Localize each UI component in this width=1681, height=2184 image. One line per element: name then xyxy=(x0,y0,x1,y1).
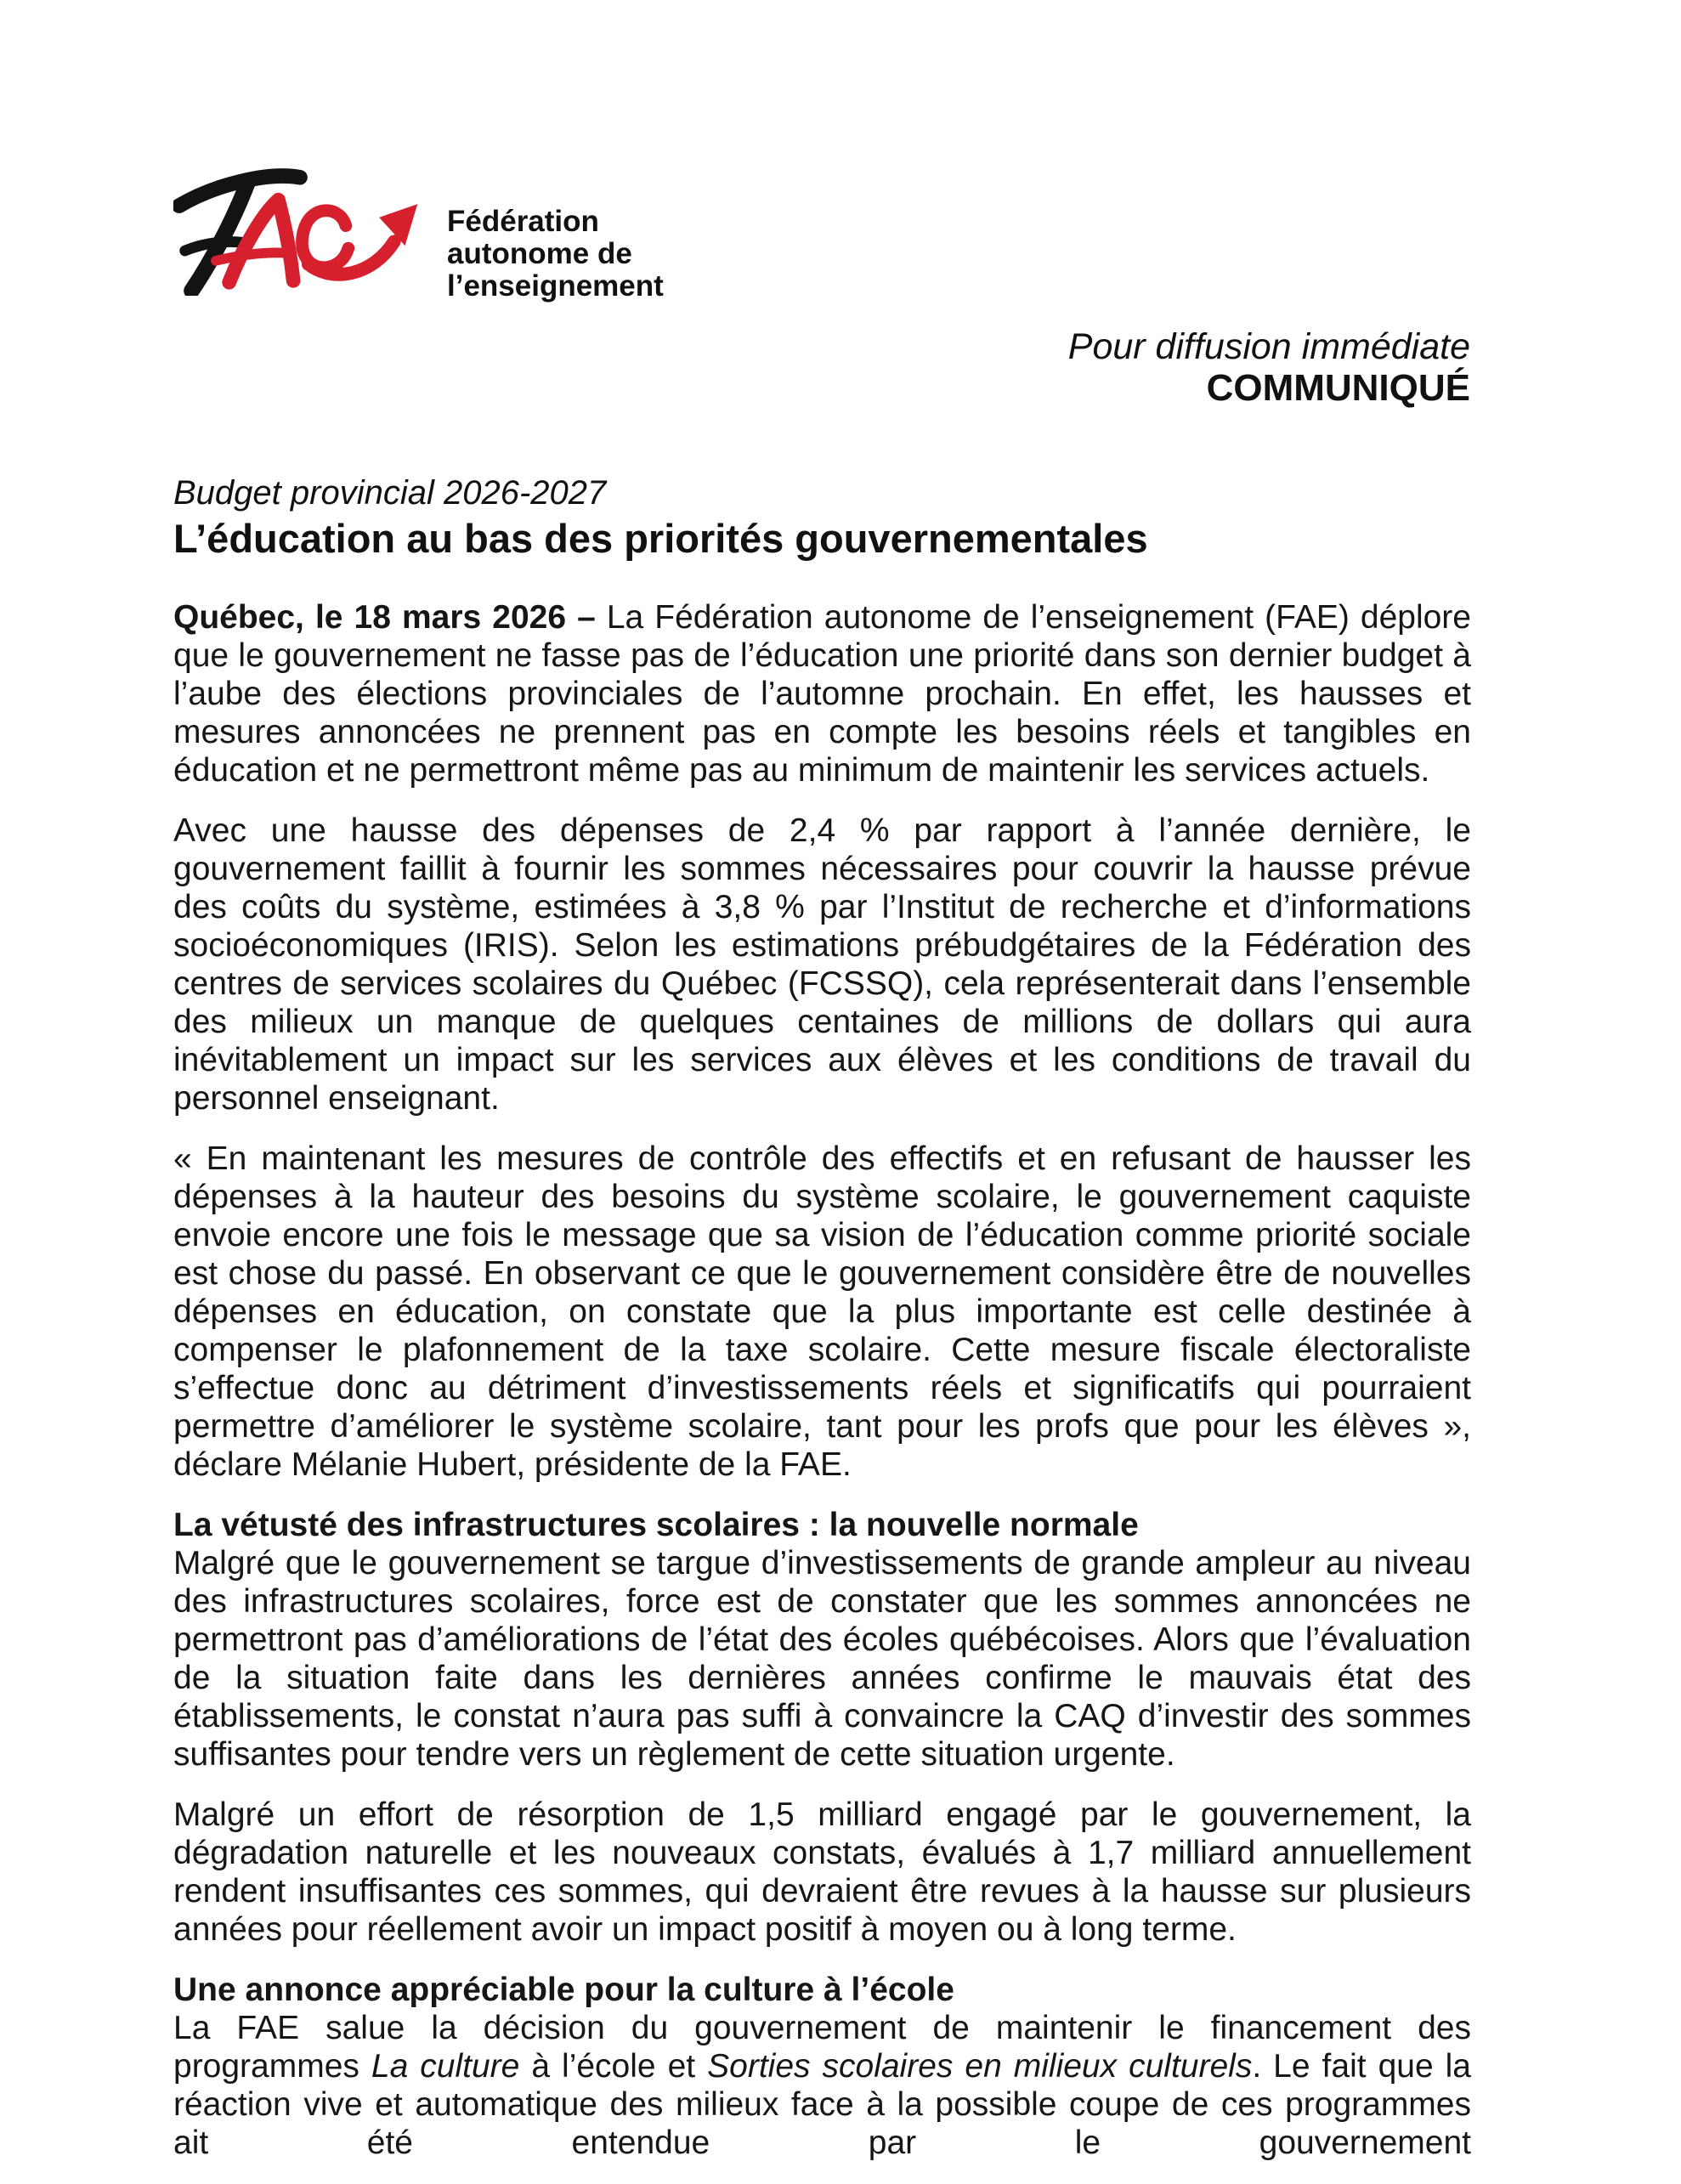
text-segment: La culture xyxy=(371,2048,520,2085)
text-segment: La Fédération autonome de l’enseignement (FAE) déplore que le gouvernement ne fasse pas de l’éducation une priorité dans son dernier budget à l’aube des élections provinciales de l’automne prochain. En effet, les hausses et mesures annoncées ne prennent pas en compte les besoins réels et tangibles en éducation et ne permettront même pas au minimum de maintenir les services actuels. xyxy=(173,599,1471,789)
fae-logo xyxy=(173,167,664,303)
logo-wordmark-line: Fédération xyxy=(447,205,599,238)
release-info xyxy=(1068,326,1470,410)
communique-label: COMMUNIQUÉ xyxy=(1206,367,1470,409)
body-paragraph xyxy=(173,1544,1471,1774)
text-segment: à l’école et xyxy=(519,2048,708,2085)
logo-wordmark xyxy=(447,206,664,303)
text-segment: Une annonce appréciable pour la culture à l’école xyxy=(173,1972,954,2008)
logo-wordmark-line: l’enseignement xyxy=(447,269,664,303)
page-title: L’éducation au bas des priorités gouvernementales xyxy=(173,516,1148,561)
text-segment: . Le fait que la réaction vive et automatique des milieux face à la possible coupe de ces programmes ait été entendue par le gouvernement xyxy=(173,2048,1471,2161)
article-body xyxy=(173,598,1471,2184)
headline-kicker: Budget provincial 2026-2027 xyxy=(173,474,607,512)
text-segment: Sorties scolaires en milieux culturels xyxy=(707,2048,1253,2085)
section-heading xyxy=(173,1971,1471,2009)
body-paragraph xyxy=(173,1796,1471,1949)
fae-logo-mark-icon xyxy=(173,167,425,296)
text-segment: Avec une hausse des dépenses de 2,4 % par rapport à l’année dernière, le gouvernement faillit à fournir les sommes nécessaires pour couvrir la hausse prévue des coûts du système, estimées à 3,8 % par l’Institut de recherche et d’informations socioéconomiques (IRIS). Selon les estimations prébudgétaires de la Fédération des centres de services scolaires du Québec (FCSSQ), cela représenterait dans l’ensemble des milieux un manque de quelques centaines de millions de dollars qui aura inévitablement un impact sur les services aux élèves et les conditions de travail du personnel enseignant. xyxy=(173,812,1471,1117)
body-paragraph xyxy=(173,812,1471,1117)
body-paragraph xyxy=(173,598,1471,789)
headline xyxy=(173,472,1499,563)
text-segment: Malgré que le gouvernement se targue d’investissements de grande ampleur au niveau des infrastructures scolaires, force est de constater que les sommes annoncées ne permettront pas d’améliorations de l’état des écoles québécoises. Alors que l’évaluation de la situation faite dans les dernières années confirme le mauvais état des établissements, le constat n’aura pas suffi à convaincre la CAQ d’investir des sommes suffisantes pour tendre vers un règlement de cette situation urgente. xyxy=(173,1545,1471,1773)
distribution-notice: Pour diffusion immédiate xyxy=(1067,326,1470,367)
section-heading xyxy=(173,1506,1471,1544)
text-segment: Québec, le 18 mars 2026 – xyxy=(173,599,607,636)
text-segment: « En maintenant les mesures de contrôle des effectifs et en refusant de hausser les dépenses à la hauteur des besoins du système scolaire, le gouvernement caquiste envoie encore une fois le message que sa vision de l’éducation comme priorité sociale est chose du passé. En observant ce que le gouvernement considère être de nouvelles dépenses en éducation, on constate que la plus importante est celle destinée à compenser le plafonnement de la taxe scolaire. Cette mesure fiscale électoraliste s’effectue donc au détriment d’investissements réels et significatifs qui pourraient permettre d’améliorer le système scolaire, tant pour les profs que pour les élèves », déclare Mélanie Hubert, présidente de la FAE. xyxy=(173,1140,1471,1483)
text-segment: Malgré un effort de résorption de 1,5 milliard engagé par le gouvernement, la dégradation naturelle et les nouveaux constats, évalués à 1,7 milliard annuellement rendent insuffisantes ces sommes, qui devraient être revues à la hausse sur plusieurs années pour réellement avoir un impact positif à moyen ou à long terme. xyxy=(173,1796,1471,1948)
body-paragraph xyxy=(173,1140,1471,1484)
logo-wordmark-line: autonome de xyxy=(447,237,632,270)
text-segment: La FAE salue la décision du gouvernement de maintenir le financement des programmes xyxy=(173,2010,1471,2085)
text-segment: La vétusté des infrastructures scolaires : la nouvelle normale xyxy=(173,1507,1139,1543)
body-paragraph xyxy=(173,2009,1471,2162)
